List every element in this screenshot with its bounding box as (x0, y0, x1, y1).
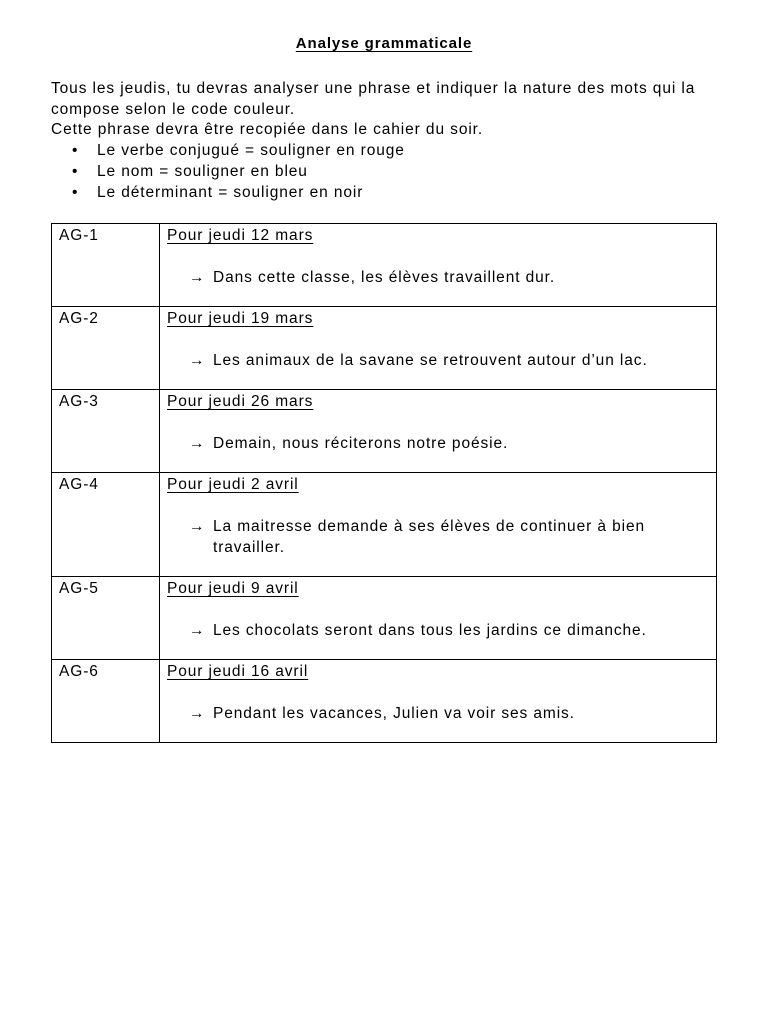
exercise-cell (160, 224, 717, 307)
exercise-code: AG-1 (52, 224, 160, 307)
table-row (52, 224, 717, 307)
exercise-date: Pour jeudi 16 avril (167, 663, 309, 680)
arrow-icon: → (189, 622, 206, 639)
sentence-text: Pendant les vacances, Julien va voir ses amis. (213, 705, 575, 722)
sentence-text: Les chocolats seront dans tous les jardins ce dimanche. (213, 622, 647, 639)
exercise-code: AG-6 (52, 660, 160, 743)
exercise-code: AG-3 (52, 390, 160, 473)
color-code-item (51, 141, 717, 162)
color-code-text: Le déterminant = souligner en noir (97, 183, 364, 201)
arrow-icon: → (189, 352, 206, 369)
exercise-table (51, 223, 717, 743)
exercise-cell (160, 577, 717, 660)
instruction-line-2: Cette phrase devra être recopiée dans le cahier du soir. (51, 121, 484, 139)
table-row (52, 577, 717, 660)
exercise-date: Pour jeudi 2 avril (167, 476, 299, 493)
sentence-text: La maitresse demande à ses élèves de continuer à bien travailler. (213, 518, 645, 556)
exercise-sentence (167, 703, 710, 724)
exercise-date: Pour jeudi 26 mars (167, 393, 314, 410)
table-row (52, 307, 717, 390)
exercise-cell (160, 660, 717, 743)
color-code-item (51, 183, 717, 204)
arrow-icon: → (189, 705, 206, 722)
arrow-icon: → (189, 435, 206, 452)
table-row (52, 473, 717, 577)
exercise-sentence (167, 620, 710, 641)
arrow-icon: → (189, 518, 206, 535)
exercise-sentence (167, 516, 710, 558)
exercise-date: Pour jeudi 19 mars (167, 310, 314, 327)
instruction-line-1: Tous les jeudis, tu devras analyser une phrase et indiquer la nature des mots qui la compose selon le code couleur. (51, 80, 696, 118)
exercise-sentence (167, 350, 710, 371)
sentence-text: Les animaux de la savane se retrouvent autour d’un lac. (213, 352, 648, 369)
exercise-sentence (167, 267, 710, 288)
exercise-code: AG-4 (52, 473, 160, 577)
exercise-cell (160, 307, 717, 390)
exercise-code: AG-5 (52, 577, 160, 660)
arrow-icon: → (189, 269, 206, 286)
bullet-icon: • (72, 183, 79, 201)
exercise-date: Pour jeudi 9 avril (167, 580, 299, 597)
sentence-text: Demain, nous réciterons notre poésie. (213, 435, 509, 452)
exercise-date: Pour jeudi 12 mars (167, 227, 314, 244)
color-code-text: Le verbe conjugué = souligner en rouge (97, 142, 405, 160)
exercise-cell (160, 390, 717, 473)
bullet-icon: • (72, 142, 79, 160)
exercise-code: AG-2 (52, 307, 160, 390)
page-title: Analyse grammaticale (295, 35, 473, 52)
color-code-text: Le nom = souligner en bleu (97, 162, 308, 180)
bullet-icon: • (72, 162, 79, 180)
exercise-sentence (167, 433, 710, 454)
sentence-text: Dans cette classe, les élèves travaillent dur. (213, 269, 556, 286)
color-code-item (51, 162, 717, 183)
color-code-list (51, 141, 717, 203)
table-row (52, 660, 717, 743)
instructions (51, 79, 717, 203)
table-row (52, 390, 717, 473)
exercise-cell (160, 473, 717, 577)
document-page (51, 34, 717, 203)
